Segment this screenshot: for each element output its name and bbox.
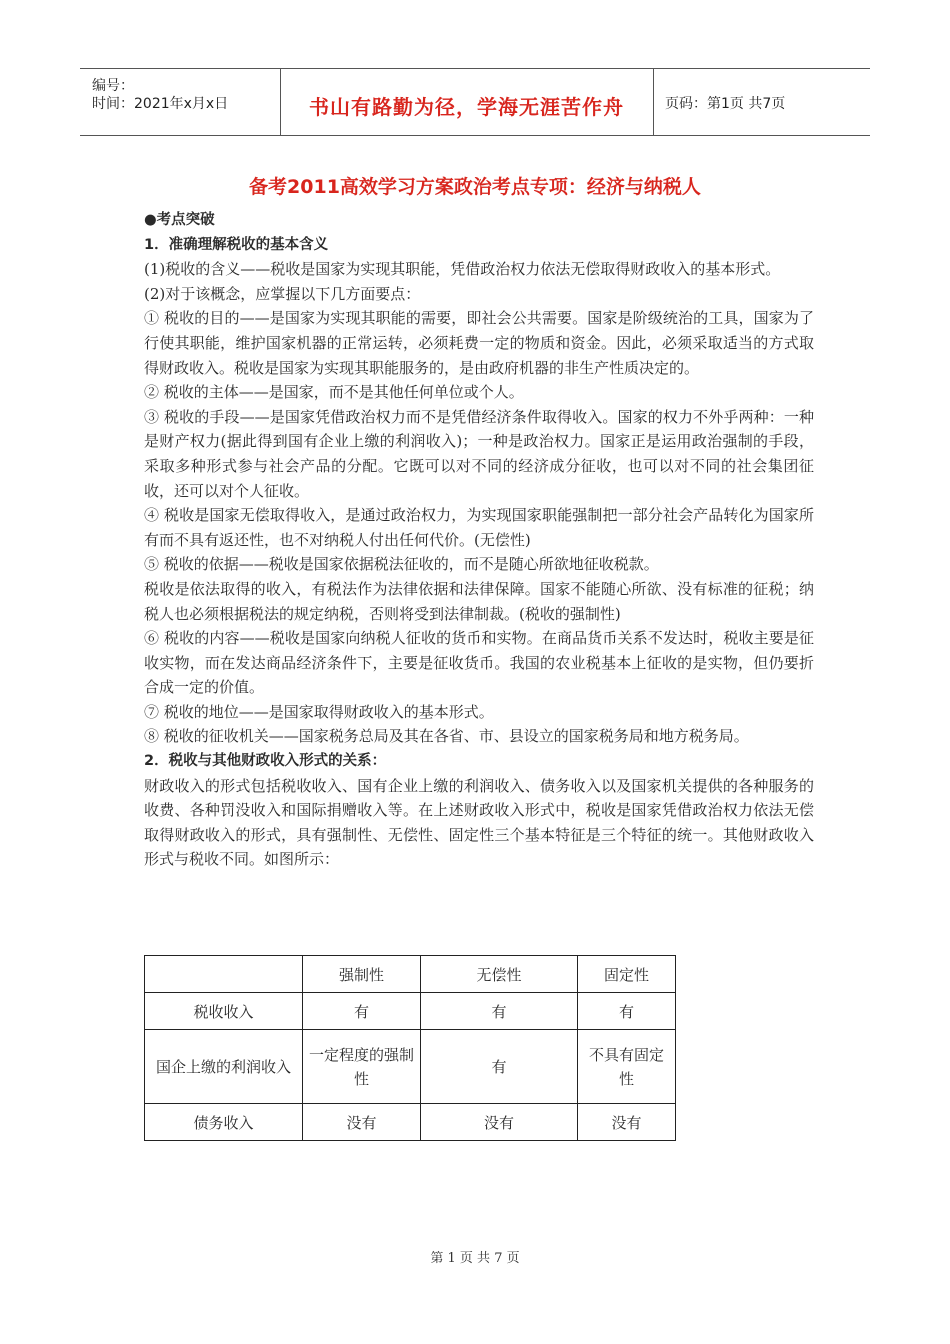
table-header-cell	[145, 956, 303, 993]
table-row	[145, 1030, 676, 1104]
paragraph: ④ 税收是国家无偿取得收入，是通过政治权力，为实现国家职能强制把一部分社会产品转化为国家所有而不具有返还性，也不对纳税人付出任何代价。(无偿性)	[144, 506, 814, 549]
table-row	[145, 993, 676, 1030]
paragraph: (2)对于该概念，应掌握以下几方面要点：	[144, 284, 421, 303]
header-meta	[80, 69, 281, 135]
table-cell: 有	[303, 993, 421, 1030]
table-cell: 有	[421, 993, 578, 1030]
paragraph: ② 税收的主体——是国家，而不是其他任何单位或个人。	[144, 383, 524, 402]
paragraph: ③ 税收的手段——是国家凭借政治权力而不是凭借经济条件取得收入。国家的权力不外乎两种：一种是财产权力(据此得到国有企业上缴的利润收入)；一种是政治权力。国家正是运用政治强制的手段，采取多种形式参与社会产品的分配。它既可以对不同的经济成分征收，也可以对不同的社会集团征收，还可以对个人征收。	[144, 407, 814, 500]
table-cell: 没有	[578, 1104, 676, 1141]
header-page-number: 页码：第1页 共7页	[665, 96, 786, 112]
subsection-heading: 1．准确理解税收的基本含义	[144, 236, 329, 253]
paragraph: ① 税收的目的——是国家为实现其职能的需要，即社会公共需要。国家是阶级统治的工具，国家为了行使其职能，维护国家机器的正常运转，必须耗费一定的物质和资金。因此，必须采取适当的方式取得财政收入。税收是国家为实现其职能服务的，是由政府机器的非生产性质决定的。	[144, 309, 814, 377]
table-row	[145, 1104, 676, 1141]
header-motto: 书山有路勤为径，学海无涯苦作舟	[309, 95, 624, 119]
table-cell: 没有	[303, 1104, 421, 1141]
section-heading: ●考点突破	[144, 212, 215, 228]
page-footer: 第 1 页 共 7 页	[430, 1251, 520, 1266]
subsection-heading: 2．税收与其他财政收入形式的关系：	[144, 753, 387, 770]
table-header-cell: 强制性	[303, 956, 421, 993]
document-date: 时间：2021年x月x日	[92, 96, 229, 112]
paragraph: ⑥ 税收的内容——税收是国家向纳税人征收的货币和实物。在商品货币关系不发达时，税收主要是征收实物，而在发达商品经济条件下，主要是征收货币。我国的农业税基本上征收的是实物，但仍要折合成一定的价值。	[144, 629, 814, 697]
document-title: 备考2011高效学习方案政治考点专项：经济与纳税人	[249, 176, 701, 198]
paragraph: (1)税收的含义——税收是国家为实现其职能，凭借政治权力依法无偿取得财政收入的基本形式。	[144, 260, 781, 279]
table-header-cell: 无偿性	[421, 956, 578, 993]
paragraph: ⑤ 税收的依据——税收是国家依据税法征收的，而不是随心所欲地征收税款。	[144, 555, 659, 574]
table-cell-text: 不具有固定性	[588, 1045, 664, 1088]
table-cell-text: 一定程度的强制性	[309, 1045, 415, 1088]
table-cell: 有	[421, 1030, 578, 1104]
table-header-cell: 固定性	[578, 956, 676, 993]
page-header	[80, 68, 870, 136]
paragraph: ⑦ 税收的地位——是国家取得财政收入的基本形式。	[144, 702, 494, 721]
document-body	[144, 208, 814, 872]
comparison-table	[144, 955, 676, 1141]
table-cell: 国企上缴的利润收入	[145, 1030, 303, 1104]
table-cell: 税收收入	[145, 993, 303, 1030]
paragraph: 财政收入的形式包括税收收入、国有企业上缴的利润收入、债务收入以及国家机关提供的各种服务的收费、各种罚没收入和国际捐赠收入等。在上述财政收入形式中，税收是国家凭借政治权力依法无偿取得财政收入的形式，具有强制性、无偿性、固定性三个基本特征是三个特征的统一。其他财政收入形式与税收不同。如图所示：	[144, 776, 814, 869]
paragraph: 税收是依法取得的收入，有税法作为法律依据和法律保障。国家不能随心所欲、没有标准的征税；纳税人也必须根据税法的规定纳税，否则将受到法律制裁。(税收的强制性)	[144, 579, 814, 623]
table-cell: 债务收入	[145, 1104, 303, 1141]
header-motto-cell	[280, 69, 654, 135]
document-number: 编号：	[92, 78, 134, 94]
table-header-row	[145, 956, 676, 993]
paragraph: ⑧ 税收的征收机关——国家税务总局及其在各省、市、县设立的国家税务局和地方税务局。	[144, 727, 749, 746]
table-cell	[578, 1030, 676, 1104]
table-cell: 有	[578, 993, 676, 1030]
header-page-cell	[653, 69, 870, 135]
table-cell	[303, 1030, 421, 1104]
table-cell: 没有	[421, 1104, 578, 1141]
